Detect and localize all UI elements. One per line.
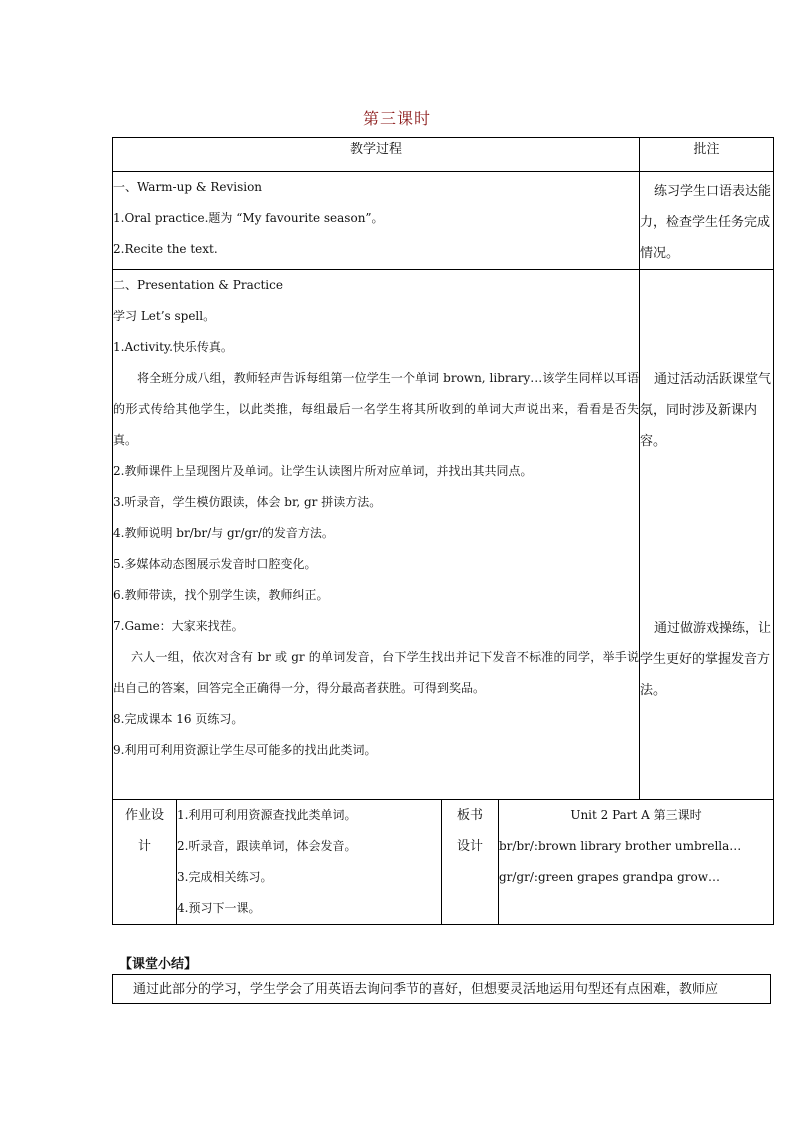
homework-item: 4.预习下一课。	[177, 901, 261, 915]
step-4: 4.教师说明 br/br/与 gr/gr/的发音方法。	[113, 526, 334, 540]
lesson-plan-table	[112, 137, 774, 925]
presentation-subheading: 学习 Let’s spell。	[113, 309, 216, 323]
step-6: 6.教师带读，找个别学生读，教师纠正。	[113, 588, 329, 602]
board-title: Unit 2 Part A 第三课时	[570, 808, 702, 822]
warmup-note-text: 练习学生口语表达能力，检查学生任务完成情况。	[640, 184, 772, 261]
warmup-section	[113, 172, 640, 270]
board-line-br: br/br/:brown library brother umbrella…	[499, 839, 742, 853]
warmup-step-2: 2.Recite the text.	[113, 242, 218, 256]
warmup-heading: 一、Warm-up & Revision	[113, 180, 263, 194]
homework-label-cell	[113, 800, 177, 925]
step-7: 7.Game：大家来找茬。	[113, 619, 244, 633]
summary-label: 【课堂小结】	[119, 957, 198, 972]
presentation-note-2: 通过做游戏操练，让学生更好的掌握发音方法。	[640, 621, 772, 698]
warmup-note	[640, 172, 774, 270]
board-content	[499, 800, 774, 925]
homework-item: 2.听录音，跟读单词，体会发音。	[177, 839, 357, 853]
summary-text: 通过此部分的学习，学生学会了用英语去询问季节的喜好，但想要灵活地运用句型还有点困难，教师应	[133, 982, 719, 997]
presentation-heading: 二、Presentation & Practice	[113, 278, 283, 292]
game-description: 六人一组，依次对含有 br 或 gr 的单词发音，台下学生找出并记下发音不标准的同学，举手说出自己的答案，回答完全正确得一分，得分最高者获胜。可得到奖品。	[113, 650, 640, 695]
header-teaching-process: 教学过程	[113, 138, 640, 172]
step-9: 9.利用可利用资源让学生尽可能多的找出此类词。	[113, 743, 377, 757]
board-line-gr: gr/gr/:green grapes grandpa grow…	[499, 870, 721, 884]
presentation-notes	[640, 270, 774, 800]
board-label: 板书设计	[456, 808, 483, 854]
step-8: 8.完成课本 16 页练习。	[113, 712, 244, 726]
header-notes: 批注	[640, 138, 774, 172]
homework-label: 作业设计	[124, 808, 164, 854]
activity-title: 1.Activity.快乐传真。	[113, 340, 233, 354]
page-title: 第三课时	[362, 109, 431, 128]
summary-box	[112, 974, 771, 1004]
homework-item: 3.完成相关练习。	[177, 870, 273, 884]
board-label-cell	[442, 800, 499, 925]
step-5: 5.多媒体动态图展示发音时口腔变化。	[113, 557, 317, 571]
presentation-section	[113, 270, 640, 800]
warmup-step-1: 1.Oral practice.题为 “My favourite season”。	[113, 211, 384, 225]
activity-description: 将全班分成八组，教师轻声告诉每组第一位学生一个单词 brown, library…该学生同样以耳语的形式传给其他学生，以此类推，每组最后一名学生将其所收到的单词大声说出来，看看是否失真。	[113, 371, 640, 447]
homework-item: 1.利用可利用资源查找此类单词。	[177, 808, 357, 822]
step-2: 2.教师课件上呈现图片及单词。让学生认读图片所对应单词，并找出其共同点。	[113, 464, 533, 478]
step-3: 3.听录音，学生模仿跟读，体会 br, gr 拼读方法。	[113, 495, 382, 509]
homework-list	[177, 800, 442, 925]
presentation-note-1: 通过活动活跃课堂气氛，同时涉及新课内容。	[640, 372, 772, 449]
